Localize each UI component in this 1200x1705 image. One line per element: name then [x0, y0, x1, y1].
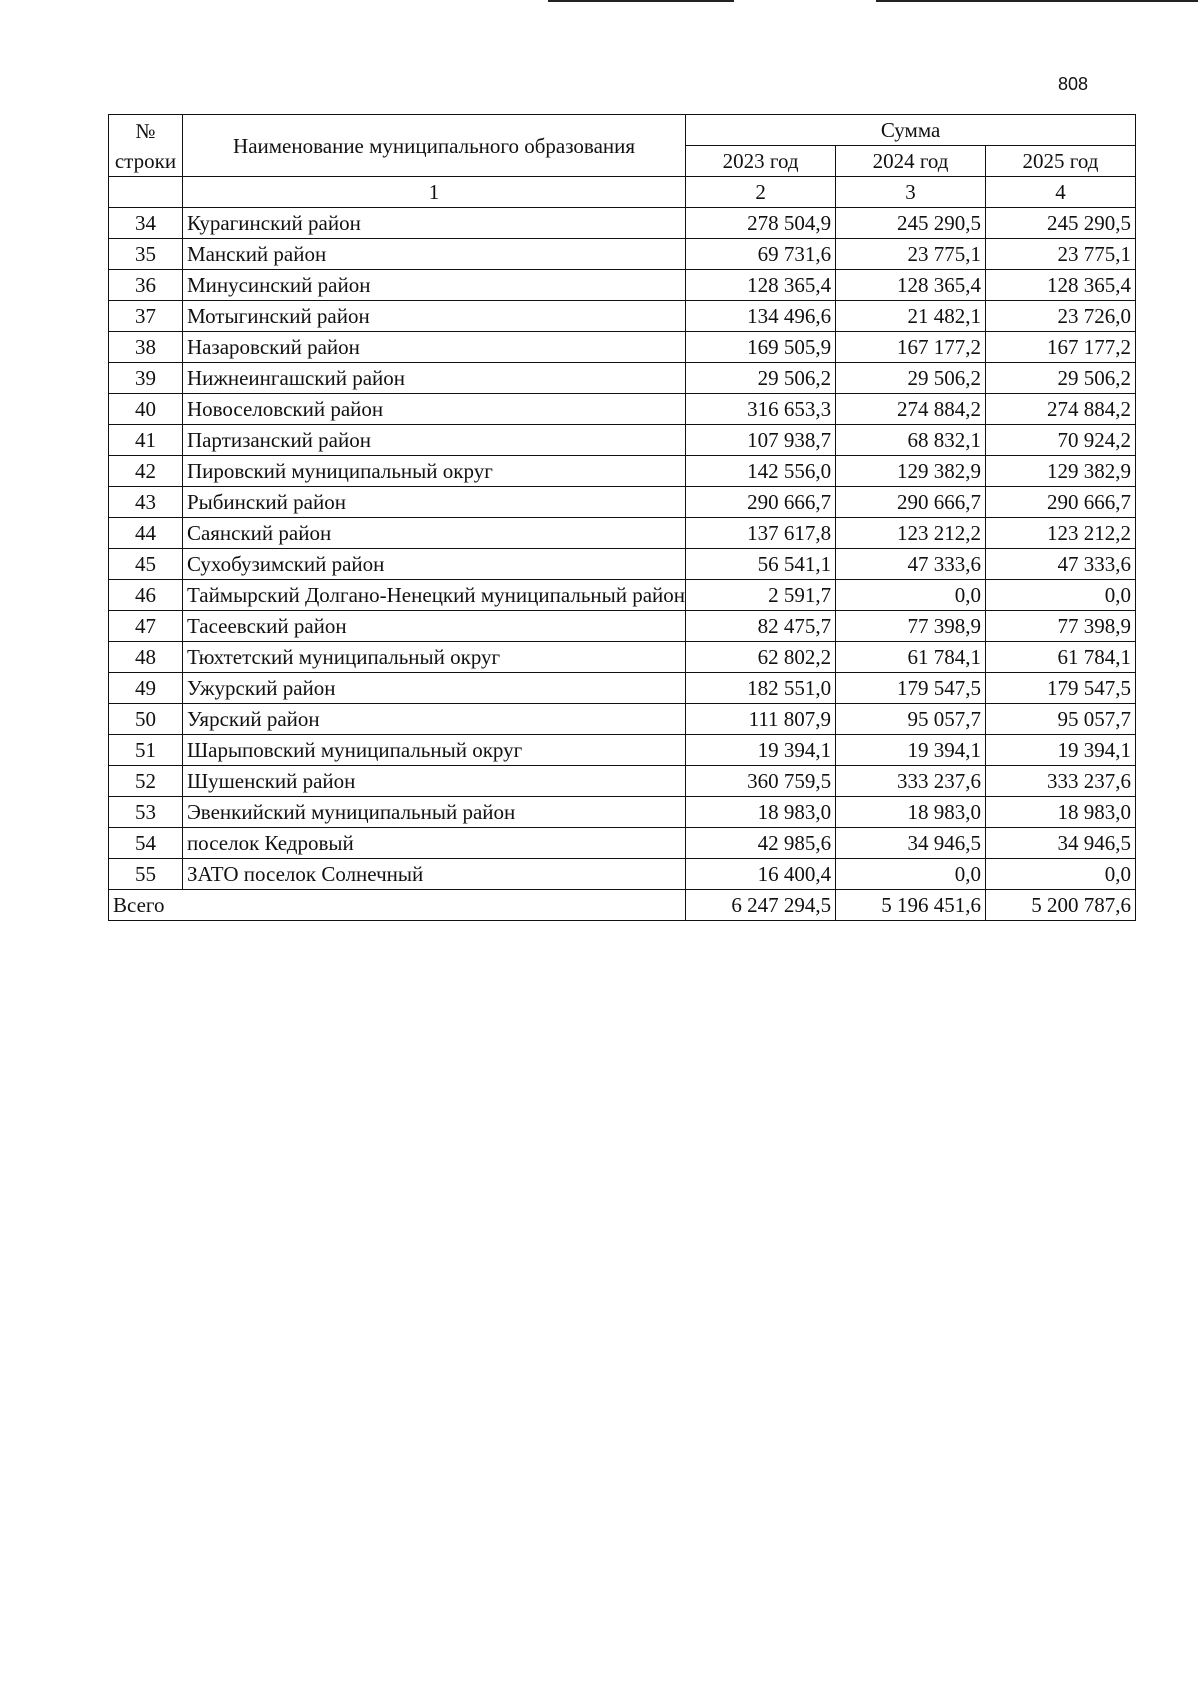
amount-2023: 278 504,9 [686, 208, 836, 239]
table-row [109, 208, 1136, 239]
amount-2023: 128 365,4 [686, 270, 836, 301]
amount-2024: 0,0 [836, 859, 986, 890]
row-number: 48 [109, 642, 183, 673]
header-row-number-label: строки [114, 148, 177, 173]
amount-2025: 179 547,5 [985, 673, 1135, 704]
amount-2023: 134 496,6 [686, 301, 836, 332]
table-row [109, 611, 1136, 642]
row-number: 49 [109, 673, 183, 704]
row-number: 36 [109, 270, 183, 301]
amount-2024: 19 394,1 [836, 735, 986, 766]
total-2023: 6 247 294,5 [686, 890, 836, 921]
row-number: 39 [109, 363, 183, 394]
header-row-number-symbol: № [135, 118, 156, 143]
row-number: 42 [109, 456, 183, 487]
amount-2023: 42 985,6 [686, 828, 836, 859]
amount-2023: 82 475,7 [686, 611, 836, 642]
table-row [109, 704, 1136, 735]
top-rule-left [548, 0, 734, 2]
municipality-name: Минусинский район [182, 270, 685, 301]
amount-2024: 290 666,7 [836, 487, 986, 518]
amount-2025: 77 398,9 [985, 611, 1135, 642]
header-year-2023: 2023 год [686, 146, 836, 177]
municipality-name: Мотыгинский район [182, 301, 685, 332]
table-row [109, 239, 1136, 270]
amount-2024: 77 398,9 [836, 611, 986, 642]
amount-2025: 29 506,2 [985, 363, 1135, 394]
table-row [109, 456, 1136, 487]
amount-2024: 333 237,6 [836, 766, 986, 797]
row-number: 47 [109, 611, 183, 642]
page-number: 808 [1058, 74, 1089, 94]
amount-2024: 47 333,6 [836, 549, 986, 580]
column-index-2: 2 [686, 177, 836, 208]
amount-2023: 290 666,7 [686, 487, 836, 518]
municipality-name: Манский район [182, 239, 685, 270]
table-row [109, 766, 1136, 797]
amount-2025: 18 983,0 [985, 797, 1135, 828]
municipality-name: Нижнеингашский район [182, 363, 685, 394]
amount-2025: 0,0 [985, 859, 1135, 890]
row-number: 41 [109, 425, 183, 456]
amount-2024: 95 057,7 [836, 704, 986, 735]
row-number: 35 [109, 239, 183, 270]
municipality-name: Назаровский район [182, 332, 685, 363]
municipality-name: Курагинский район [182, 208, 685, 239]
amount-2024: 34 946,5 [836, 828, 986, 859]
top-rule-right [876, 0, 1198, 2]
amount-2023: 29 506,2 [686, 363, 836, 394]
row-number: 43 [109, 487, 183, 518]
table-row [109, 270, 1136, 301]
row-number: 34 [109, 208, 183, 239]
header-year-2024: 2024 год [836, 146, 986, 177]
row-number: 55 [109, 859, 183, 890]
amount-2023: 2 591,7 [686, 580, 836, 611]
amount-2023: 62 802,2 [686, 642, 836, 673]
table-row [109, 673, 1136, 704]
row-number: 45 [109, 549, 183, 580]
amount-2025: 23 726,0 [985, 301, 1135, 332]
row-number: 51 [109, 735, 183, 766]
amount-2025: 245 290,5 [985, 208, 1135, 239]
amount-2024: 123 212,2 [836, 518, 986, 549]
municipality-name: Рыбинский район [182, 487, 685, 518]
amount-2024: 0,0 [836, 580, 986, 611]
municipality-name: Партизанский район [182, 425, 685, 456]
amount-2025: 333 237,6 [985, 766, 1135, 797]
header-name: Наименование муниципального образования [182, 115, 685, 177]
amount-2024: 179 547,5 [836, 673, 986, 704]
table-row [109, 332, 1136, 363]
municipality-name: Тасеевский район [182, 611, 685, 642]
row-number: 52 [109, 766, 183, 797]
amount-2023: 69 731,6 [686, 239, 836, 270]
amount-2024: 21 482,1 [836, 301, 986, 332]
amount-2024: 29 506,2 [836, 363, 986, 394]
amount-2023: 111 807,9 [686, 704, 836, 735]
column-index-1: 1 [182, 177, 685, 208]
table-row [109, 301, 1136, 332]
municipality-name: Таймырский Долгано-Ненецкий муниципальный район [182, 580, 685, 611]
amount-2023: 169 505,9 [686, 332, 836, 363]
table-row [109, 642, 1136, 673]
total-2025: 5 200 787,6 [985, 890, 1135, 921]
row-number: 37 [109, 301, 183, 332]
municipality-name: Сухобузимский район [182, 549, 685, 580]
municipality-name: Уярский район [182, 704, 685, 735]
amount-2025: 34 946,5 [985, 828, 1135, 859]
total-label: Всего [109, 890, 686, 921]
row-number: 53 [109, 797, 183, 828]
header-row-number [109, 115, 183, 177]
amount-2023: 142 556,0 [686, 456, 836, 487]
amount-2025: 167 177,2 [985, 332, 1135, 363]
municipality-name: Новоселовский район [182, 394, 685, 425]
municipality-name: поселок Кедровый [182, 828, 685, 859]
column-index-3: 3 [836, 177, 986, 208]
table-row [109, 394, 1136, 425]
row-number: 50 [109, 704, 183, 735]
municipality-name: Шушенский район [182, 766, 685, 797]
amount-2025: 0,0 [985, 580, 1135, 611]
total-2024: 5 196 451,6 [836, 890, 986, 921]
row-number: 46 [109, 580, 183, 611]
amount-2025: 123 212,2 [985, 518, 1135, 549]
municipality-name: Саянский район [182, 518, 685, 549]
table-body [109, 208, 1136, 890]
municipality-name: Пировский муниципальный округ [182, 456, 685, 487]
amount-2024: 18 983,0 [836, 797, 986, 828]
table-row [109, 518, 1136, 549]
amount-2023: 56 541,1 [686, 549, 836, 580]
row-number: 38 [109, 332, 183, 363]
table-row [109, 363, 1136, 394]
table-row [109, 828, 1136, 859]
municipality-name: Ужурский район [182, 673, 685, 704]
amount-2023: 137 617,8 [686, 518, 836, 549]
amount-2024: 128 365,4 [836, 270, 986, 301]
amount-2023: 19 394,1 [686, 735, 836, 766]
amount-2025: 128 365,4 [985, 270, 1135, 301]
row-number: 40 [109, 394, 183, 425]
row-number: 54 [109, 828, 183, 859]
municipality-name: ЗАТО поселок Солнечный [182, 859, 685, 890]
table-row [109, 797, 1136, 828]
amount-2025: 95 057,7 [985, 704, 1135, 735]
amount-2025: 23 775,1 [985, 239, 1135, 270]
amount-2024: 129 382,9 [836, 456, 986, 487]
table-row [109, 425, 1136, 456]
row-number: 44 [109, 518, 183, 549]
table-row [109, 735, 1136, 766]
header-sum: Сумма [686, 115, 1136, 146]
municipality-name: Шарыповский муниципальный округ [182, 735, 685, 766]
total-row [109, 890, 1136, 921]
amount-2025: 61 784,1 [985, 642, 1135, 673]
table-row [109, 580, 1136, 611]
amount-2024: 68 832,1 [836, 425, 986, 456]
municipality-name: Тюхтетский муниципальный округ [182, 642, 685, 673]
column-index-blank [109, 177, 183, 208]
amount-2025: 47 333,6 [985, 549, 1135, 580]
amount-2024: 167 177,2 [836, 332, 986, 363]
table-row [109, 859, 1136, 890]
budget-table [108, 114, 1136, 921]
amount-2025: 290 666,7 [985, 487, 1135, 518]
amount-2024: 61 784,1 [836, 642, 986, 673]
column-index-4: 4 [985, 177, 1135, 208]
amount-2023: 18 983,0 [686, 797, 836, 828]
header-year-2025: 2025 год [985, 146, 1135, 177]
amount-2025: 129 382,9 [985, 456, 1135, 487]
amount-2025: 274 884,2 [985, 394, 1135, 425]
amount-2023: 182 551,0 [686, 673, 836, 704]
amount-2024: 274 884,2 [836, 394, 986, 425]
amount-2023: 16 400,4 [686, 859, 836, 890]
table-row [109, 487, 1136, 518]
amount-2023: 107 938,7 [686, 425, 836, 456]
amount-2023: 316 653,3 [686, 394, 836, 425]
amount-2025: 19 394,1 [985, 735, 1135, 766]
table-row [109, 549, 1136, 580]
amount-2025: 70 924,2 [985, 425, 1135, 456]
amount-2024: 23 775,1 [836, 239, 986, 270]
amount-2023: 360 759,5 [686, 766, 836, 797]
municipality-name: Эвенкийский муниципальный район [182, 797, 685, 828]
amount-2024: 245 290,5 [836, 208, 986, 239]
